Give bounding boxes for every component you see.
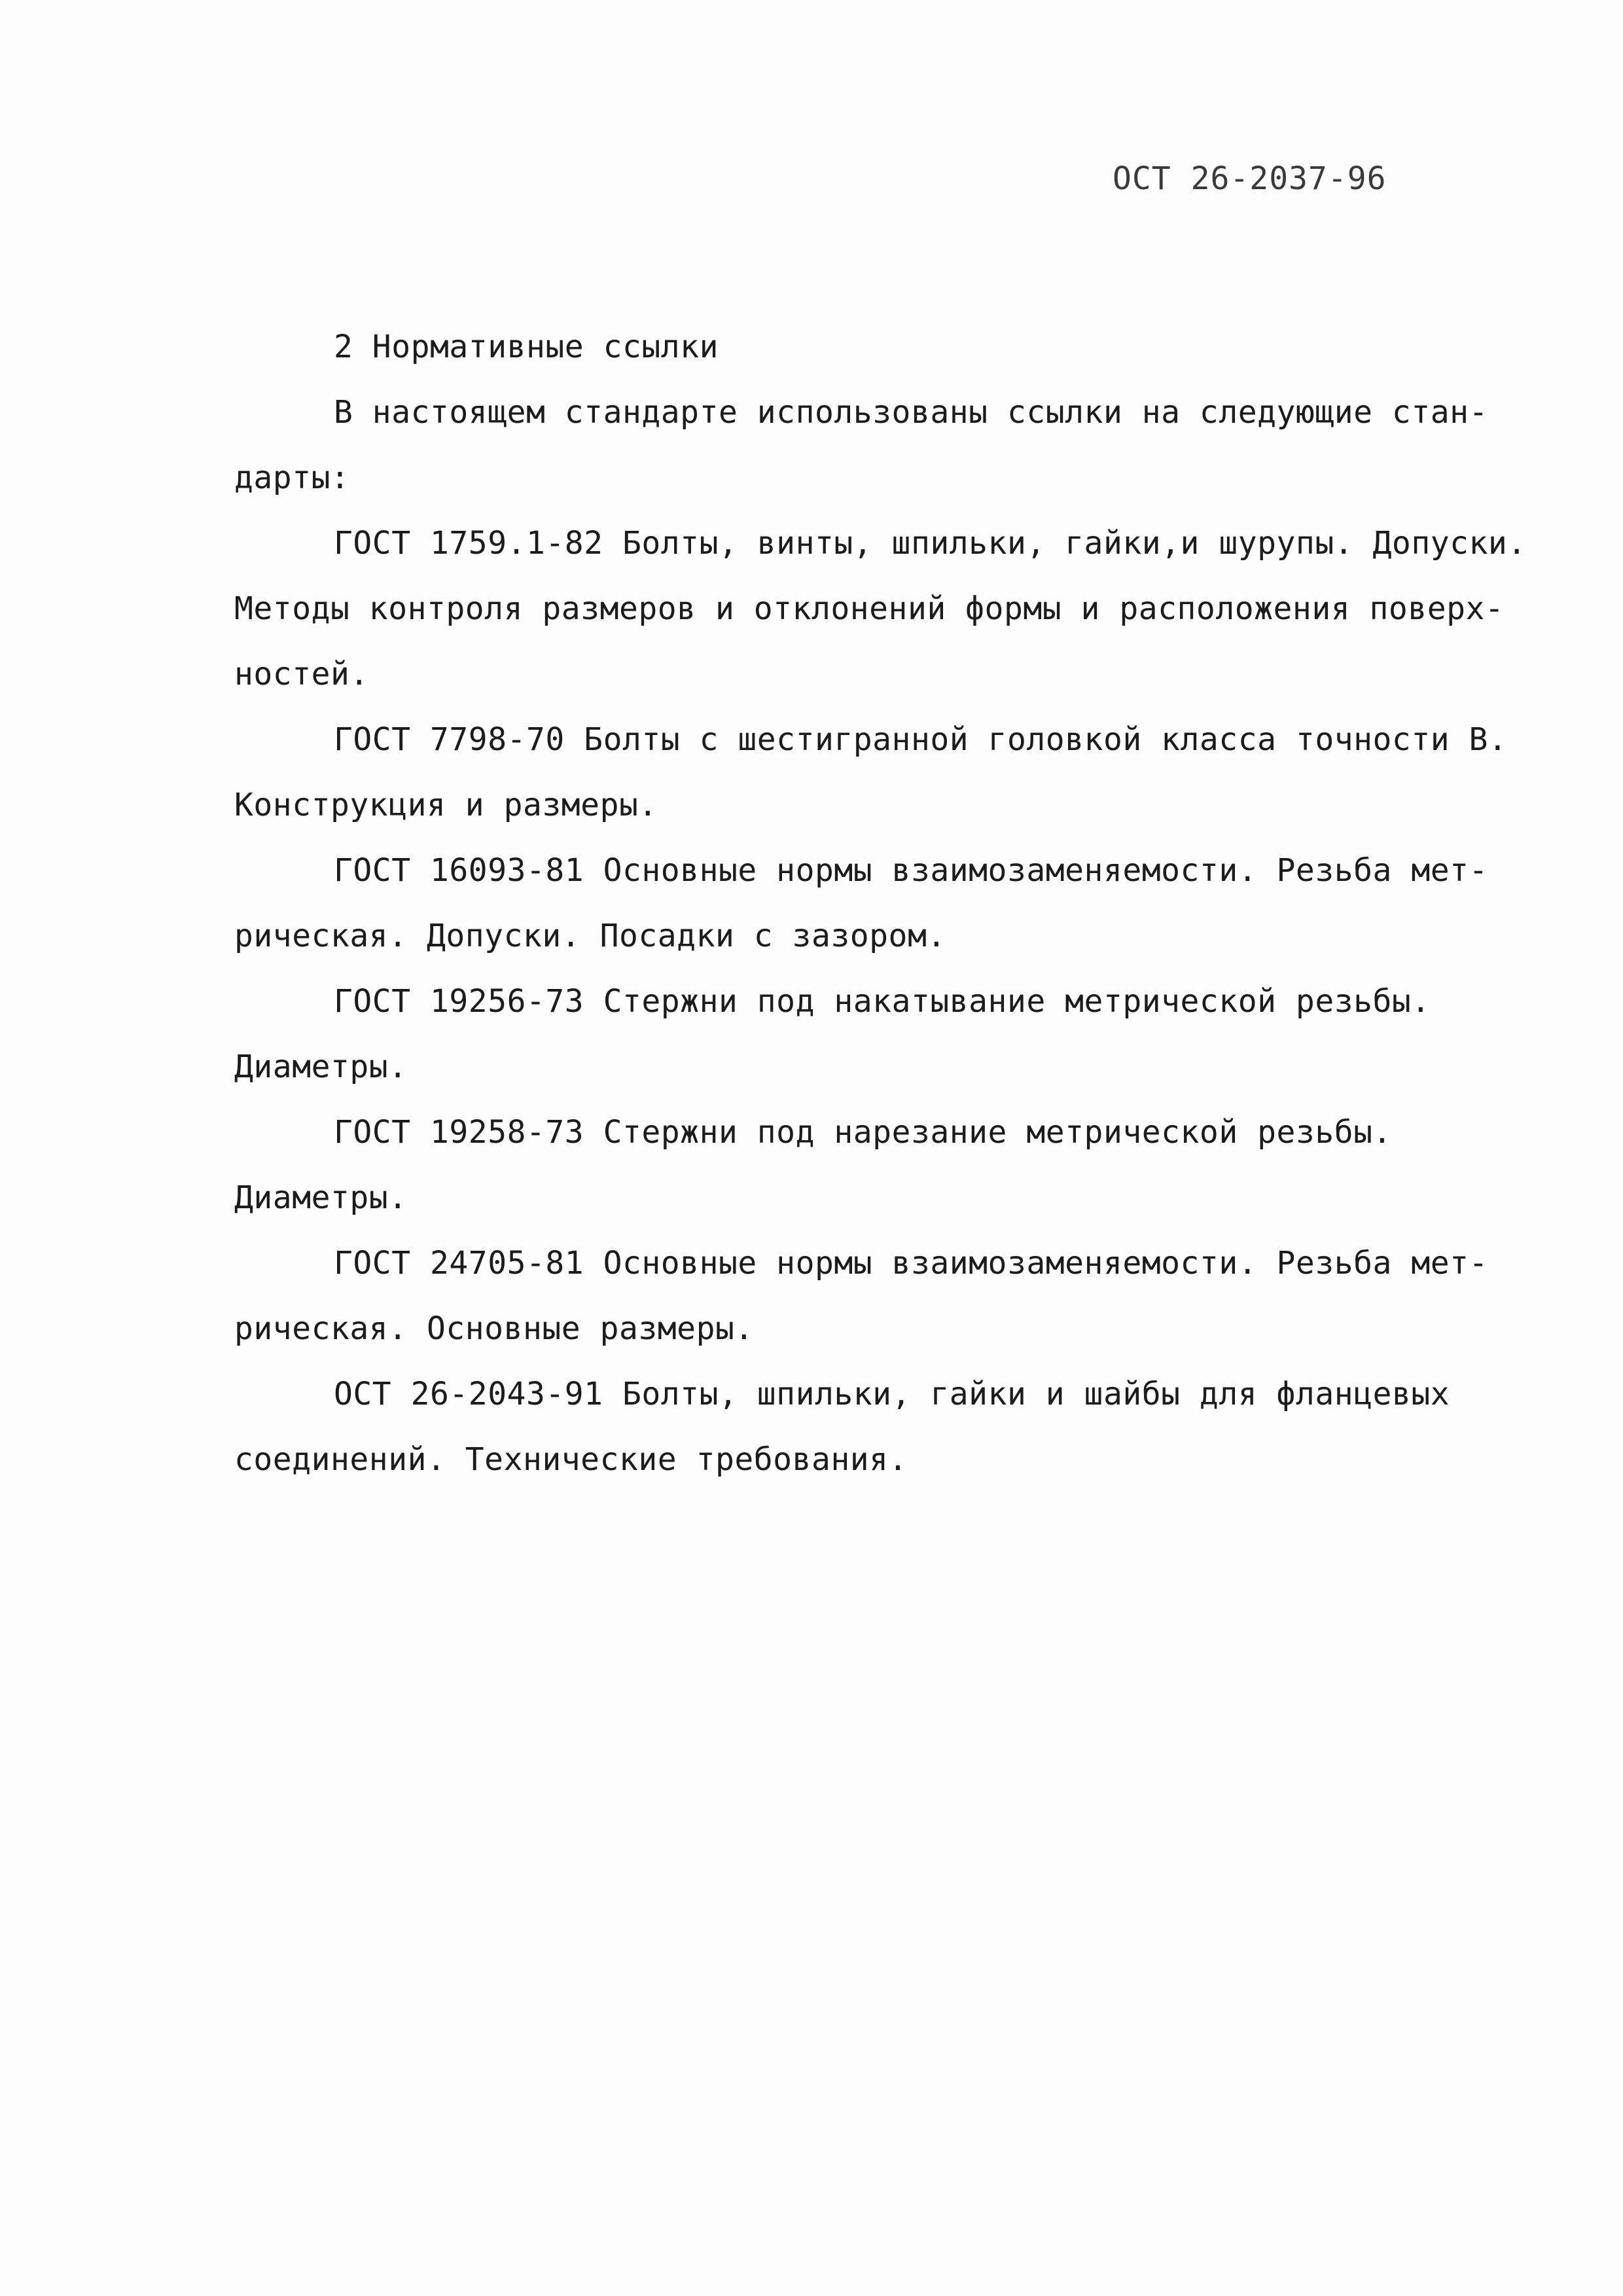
reference-line: ГОСТ 19256-73 Стержни под накатывание метрической резьбы.: [334, 983, 1431, 1020]
reference-line: ГОСТ 7798-70 Болты с шестигранной головкой класса точности В.: [334, 721, 1508, 758]
reference-line: Методы контроля размеров и отклонений формы и расположения поверх-: [234, 590, 1505, 627]
reference-line: ГОСТ 24705-81 Основные нормы взаимозаменяемости. Резьба мет-: [334, 1245, 1488, 1282]
intro-line: В настоящем стандарте использованы ссылки на следующие стан-: [334, 394, 1488, 431]
intro-line: дарты:: [234, 459, 350, 496]
section-title: 2 Нормативные ссылки: [334, 329, 719, 365]
reference-line: ГОСТ 16093-81 Основные нормы взаимозаменяемости. Резьба мет-: [334, 852, 1488, 889]
reference-line: ОСТ 26-2043-91 Болты, шпильки, гайки и шайбы для фланцевых: [334, 1376, 1450, 1412]
reference-line: ностей.: [234, 656, 369, 692]
reference-line: Диаметры.: [234, 1049, 408, 1085]
reference-line: ГОСТ 1759.1-82 Болты, винты, шпильки, гайки,и шурупы. Допуски.: [334, 525, 1527, 562]
reference-line: соединений. Технические требования.: [234, 1441, 908, 1478]
reference-line: Диаметры.: [234, 1179, 408, 1216]
reference-line: рическая. Допуски. Посадки с зазором.: [234, 918, 946, 954]
document-code: ОСТ 26-2037-96: [1113, 160, 1387, 197]
reference-line: Конструкция и размеры.: [234, 787, 658, 823]
reference-line: ГОСТ 19258-73 Стержни под нарезание метрической резьбы.: [334, 1114, 1392, 1151]
reference-line: рическая. Основные размеры.: [234, 1310, 754, 1347]
